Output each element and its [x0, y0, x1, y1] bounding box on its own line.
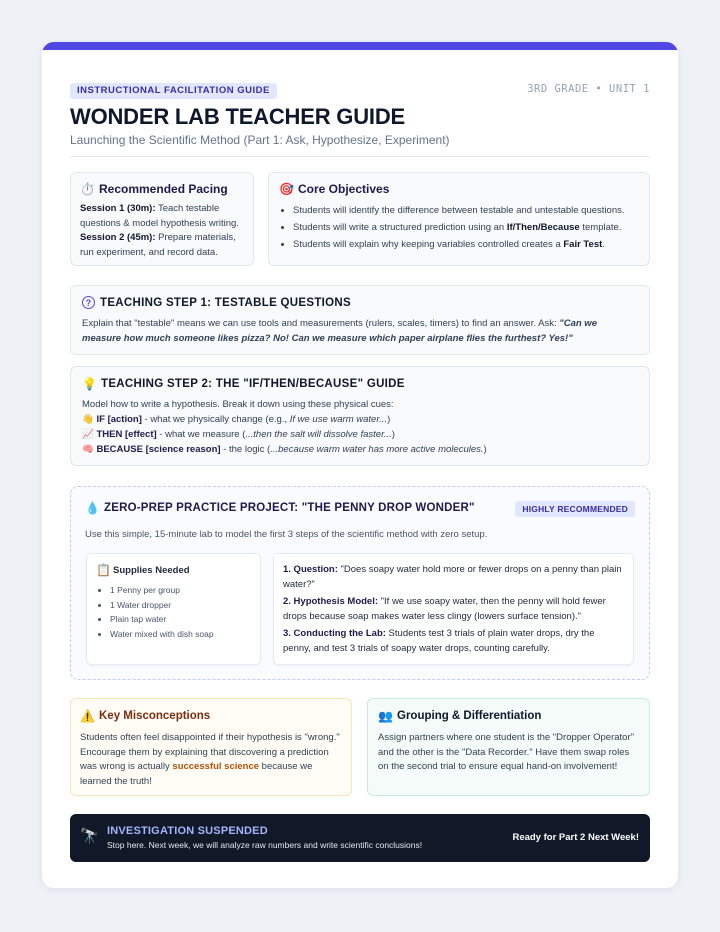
supply-item: • Water mixed with dish soap	[110, 627, 251, 642]
objective-2-pre: Students will write a structured prediction using an	[293, 222, 507, 233]
misconceptions-bold: successful science	[172, 761, 260, 772]
guide-page	[42, 42, 678, 888]
supply-item: • 1 Water dropper	[110, 598, 251, 613]
project-title: ZERO-PREP PRACTICE PROJECT: "THE PENNY DROP WONDER"	[104, 502, 475, 514]
objective-3-post: .	[602, 239, 605, 250]
cue-because	[82, 442, 638, 457]
supplies-list	[96, 583, 251, 641]
supply-item: • 1 Penny per group	[110, 583, 251, 598]
objective-1-text: Students will identify the difference between testable and untestable questions.	[293, 205, 625, 216]
pacing-title: Recommended Pacing	[99, 182, 228, 196]
cue-then	[82, 427, 638, 442]
cue-if-example: If we use warm water...	[289, 414, 388, 425]
teaching-step-1-card	[70, 285, 650, 355]
page-subtitle: Launching the Scientific Method (Part 1: Ask, Hypothesize, Experiment)	[70, 133, 450, 147]
step2-intro: Model how to write a hypothesis. Break it down using these physical cues:	[82, 399, 394, 410]
teaching-step-2-card	[70, 366, 650, 466]
cue-because-example: ...because warm water has more active molecules.	[270, 444, 484, 455]
grouping-card	[367, 698, 650, 796]
objective-2-post: template.	[579, 222, 622, 233]
grade-unit-label: 3RD GRADE • UNIT 1	[527, 83, 650, 95]
hand-wave-icon: 👋	[82, 414, 94, 425]
grouping-heading	[378, 709, 639, 723]
cue-if-label: IF [action]	[96, 414, 142, 425]
question-circle-icon: ?	[82, 296, 95, 309]
supply-item: • Plain tap water	[110, 612, 251, 627]
guide-tag: INSTRUCTIONAL FACILITATION GUIDE	[70, 83, 277, 99]
step1-quote: "Can we measure how much someone likes pizza? No! Can we measure which paper airplane flies the furthest? Yes!"	[82, 318, 597, 344]
session2-text: Prepare materials, run experiment, and record data.	[80, 232, 236, 258]
step1-body	[82, 317, 638, 346]
project-hypothesis	[283, 594, 624, 624]
project-description: Use this simple, 15-minute lab to model the first 3 steps of the scientific method with zero setup.	[85, 529, 488, 540]
footer-next-note: Ready for Part 2 Next Week!	[512, 832, 639, 843]
telescope-icon: 🔭	[80, 828, 99, 845]
session1-label: Session 1 (30m):	[80, 203, 156, 214]
chart-up-icon: 📈	[82, 429, 94, 440]
footer-title: INVESTIGATION SUSPENDED	[107, 825, 268, 837]
cue-then-text: - what we measure (	[156, 429, 246, 440]
misconceptions-body	[80, 731, 342, 789]
objective-item	[293, 202, 639, 219]
misconceptions-heading	[80, 709, 342, 723]
top-accent-bar	[42, 42, 678, 50]
droplet-icon: 💧	[85, 501, 101, 515]
cue-if	[82, 412, 638, 427]
cue-if-end: )	[387, 414, 391, 425]
project-question	[283, 562, 624, 592]
cue-because-text: - the logic (	[220, 444, 271, 455]
grouping-body: Assign partners where one student is the "Dropper Operator" and the other is the "Data Recorder." Have them swap roles on the second trial to ensure equal hand-on involvement!	[378, 732, 634, 772]
recommended-badge: HIGHLY RECOMMENDED	[515, 501, 635, 517]
clipboard-icon: 📋	[96, 563, 111, 577]
misconceptions-title: Key Misconceptions	[99, 710, 211, 722]
step2-title: TEACHING STEP 2: THE "IF/THEN/BECAUSE" GUIDE	[101, 378, 405, 390]
question-label: 1. Question:	[283, 564, 338, 575]
objective-item	[293, 236, 639, 253]
session1-text: Teach testable questions & model hypothesis writing.	[80, 203, 239, 229]
practice-project-card	[70, 486, 650, 680]
step2-body	[82, 397, 638, 457]
supplies-box	[86, 553, 261, 665]
cue-then-end: )	[391, 429, 395, 440]
warning-icon: ⚠️	[80, 709, 95, 723]
supplies-title: Supplies Needed	[113, 564, 190, 576]
cue-because-end: )	[483, 444, 487, 455]
hypothesis-text: "If we use soapy water, then the penny will hold fewer drops because soap makes water less clingy (lowers surface tension)."	[283, 596, 606, 622]
conducting-text: Students test 3 trials of plain water drops, dry the penny, and test 3 trials of soapy water drops, counting carefully.	[283, 628, 595, 654]
objective-3-bold: Fair Test	[563, 239, 603, 250]
people-icon: 👥	[378, 709, 393, 723]
page-title: WONDER LAB TEACHER GUIDE	[70, 104, 405, 129]
footer-banner	[70, 814, 650, 862]
objectives-title: Core Objectives	[298, 182, 390, 196]
objectives-heading	[279, 182, 639, 196]
pacing-sessions	[80, 202, 244, 260]
misconceptions-card	[70, 698, 352, 796]
objective-3-pre: Students will explain why keeping variables controlled creates a	[293, 239, 564, 250]
objectives-list	[279, 202, 639, 253]
step1-text: Explain that "testable" means we can use tools and measurements (rulers, scales, timers) to find an answer. Ask:	[82, 318, 560, 329]
pacing-card	[70, 172, 254, 266]
cue-then-example: ...then the salt will dissolve faster...	[245, 429, 392, 440]
misconceptions-post: because we learned the truth!	[80, 761, 313, 787]
stopwatch-icon: ⏱️	[80, 182, 95, 196]
supplies-heading	[96, 563, 251, 577]
project-heading	[85, 501, 475, 515]
step2-heading	[82, 377, 638, 391]
project-steps-box	[273, 553, 634, 665]
objective-2-bold: If/Then/Because	[506, 222, 580, 233]
grouping-title: Grouping & Differentiation	[397, 710, 542, 722]
pacing-heading	[80, 182, 244, 196]
session2-label: Session 2 (45m):	[80, 232, 156, 243]
header-divider	[70, 156, 650, 157]
brain-icon: 🧠	[82, 444, 94, 455]
lightbulb-icon: 💡	[82, 377, 98, 391]
cue-if-text: - what we physically change (e.g.,	[141, 414, 290, 425]
cue-then-label: THEN [effect]	[96, 429, 157, 440]
step1-title: TEACHING STEP 1: TESTABLE QUESTIONS	[100, 296, 351, 309]
objective-item	[293, 219, 639, 236]
conducting-label: 3. Conducting the Lab:	[283, 628, 386, 639]
cue-because-label: BECAUSE [science reason]	[96, 444, 221, 455]
target-icon: 🎯	[279, 182, 294, 196]
step1-heading	[82, 296, 638, 309]
objectives-card	[268, 172, 650, 266]
question-text: "Does soapy water hold more or fewer drops on a penny than plain water?"	[283, 564, 622, 590]
hypothesis-label: 2. Hypothesis Model:	[283, 596, 379, 607]
footer-subtitle: Stop here. Next week, we will analyze raw numbers and write scientific conclusions!	[107, 840, 423, 850]
misconceptions-pre: Students often feel disappointed if their hypothesis is "wrong." Encourage them by explaining that discovering a prediction was wrong is actually	[80, 732, 340, 772]
project-conducting	[283, 626, 624, 656]
header-top-row	[70, 83, 650, 99]
